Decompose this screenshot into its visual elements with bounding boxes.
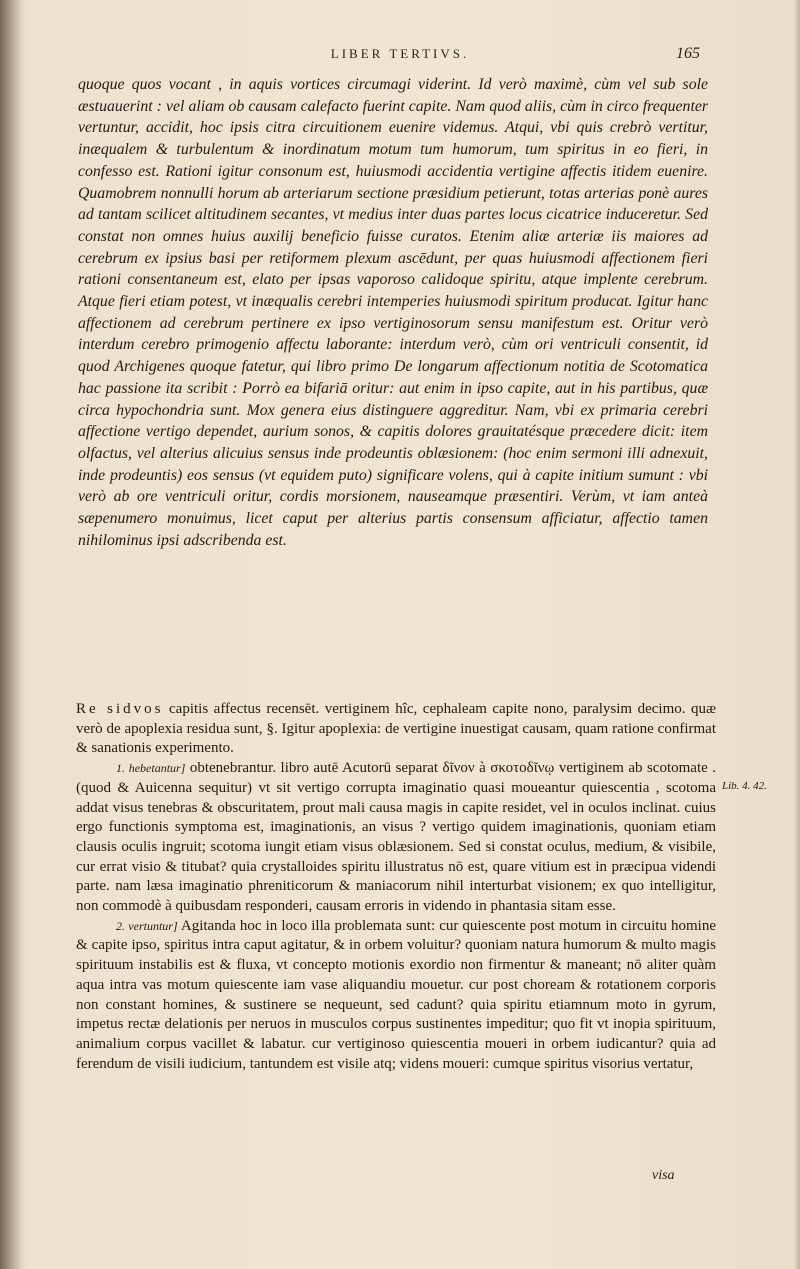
main-text-italic	[78, 74, 708, 551]
residuos-paragraph	[76, 700, 716, 759]
note-2-lemma: 2. vertuntur]	[116, 918, 178, 933]
note-2-text: Agitanda hoc in loco illa problemata sunt: cur quiescente post motum in circuitu homine & capite ipso, spiritus intra caput agitatur, & in orbem voluitur? quoniam natura humorum & multo magis spirituum instabilis est & fluxa, vt concepto motionis exordio non firmentur & maneant; nō aliter quàm aqua intra vas motum quiescente iam vase aliquandiu mouetur. cur post choream & rotationem corporis non constant homines, & sustinere se nequeunt, sed cadunt? quia spiritu etiamnum moto in gyrum, impetus rectæ delationis per neruos in musculos corpus sustinentes impeditur; quo fit vt inopia spirituum, animalium corpus vacillet & labatur. cur vertiginoso quiescentia moueri in orbem iudicantur? quia ad ferendum de visili iudicium, tantundem est visile atq; videns moueri: cumque spiritus visorius vertatur,	[76, 917, 716, 1072]
residuos-word: Re sidvos	[76, 701, 164, 717]
note-2	[76, 917, 716, 1075]
running-head: LIBER TERTIVS.	[330, 46, 470, 61]
marginal-reference: Lib. 4. 42.	[722, 780, 767, 792]
page-edge	[794, 0, 800, 1269]
italic-paragraph: quoque quos vocant , in aquis vortices circumagi viderint. Id verò maximè, cùm vel sub sole æstuauerint : vel aliam ob causam calefacto fuerint capite. Nam quod aliis, cùm in circo frequenter vertuntur, accidit, hoc ipsis citra circuitionem euenire videmus. Atqui, vbi quis crebrò vertitur, inæqualem & turbulentum & inordinatum motum tum humorum, tum spiritus in eo fieri, in confesso est. Rationi igitur consonum est, huiusmodi accidentia vertigine affectis itidem euenire. Quamobrem nonnulli horum ab arteriarum sectione præsidium petierunt, totas arterias ponè aures ad tantam scilicet altitudinem secantes, vt medius inter duas partes locus cicatrice induceretur. Sed constat non omnes huius auxilij beneficio fuisse curatos. Etenim aliæ arteriæ iis maiores ad cerebrum ex ipsius basi per retiformem plexum ascēdunt, per quas huiusmodi affectionem fieri rationi consentaneum est, elato per ipsas vaporoso calidoque spiritu, atque implente cerebrum. Atque fieri etiam potest, vt inæqualis cerebri intemperies huiusmodi spiritum producat. Igitur hanc affectionem ad cerebrum pertinere ex ipso vertiginosorum sensu manifestum est. Oritur verò interdum cerebro primogenio affectu laborante: interdum verò, cùm ori ventriculi consentit, id quod Archigenes quoque fatetur, qui libro primo De longarum affectionum notitia de Scotomatica hac passione ita scribit : Porrò ea bifariā oritur: aut enim in ipso capite, aut in his partibus, quæ circa hypochondria sunt. Mox genera eius distinguere aggreditur. Nam, vbi ex primaria cerebri affectione vertigo dependet, aurium sonos, & capitis dolores grauitatésque præcedere dicit: item olfactus, vel alterius alicuius sensus inde prodeuntis oblæsionem: (hoc enim sermoni illi adnexuit, inde prodeuntis) eos sensus (vt equidem puto) significare volens, qui à capite initium sumunt : vbi verò ab ore ventriculi oritur, cordis morsionem, nauseamque præsentiri. Verùm, vt iam anteà sæpenumero monuimus, licet caput per alterius partis consensum afficiatur, affectio tamen nihilominus ipsi adscribenda est.	[78, 76, 708, 549]
note-1	[76, 759, 716, 917]
note-1-lemma: 1. hebetantur]	[116, 761, 186, 776]
annotations-block	[76, 700, 716, 1074]
residuos-text: capitis affectus recensēt. vertiginem hîc, cephaleam capite nono, paralysim decimo. quæ verò de apoplexia residua sunt, §. Igitur apoplexia: de vertigine inuestigat causam, quam ratione confirmat & sanationis experimento.	[76, 701, 716, 757]
page-number: 165	[676, 45, 700, 62]
gutter-shadow	[0, 0, 22, 1269]
catchword: visa	[652, 1168, 675, 1183]
note-1-text: obtenebrantur. libro autē Acutorū separat δῖνον à σκοτοδῖνῳ vertiginem ab scotomate . (quod & Auicenna sequitur) vt sit vertigo corrupta imaginatio quasi moueantur quiescentia , scotoma addat visus tenebras & obscuritatem, prout mali causa magis in capite residet, vel in oculos inclinat. cuius ergo functionis symptoma est, imaginationis, an visus ? vertigo quidem imaginationis, quoniam etiam clausis oculis ingruit; scotoma iungit etiam visus oblæsionem. Sed si constat oculus, medium, & visibile, cur errat visio & titubat? quia crystalloides spiritu illustratus nō est, quare vitium est in præcipua videndi parte. nam læsa imaginatio phreniticorum & maniacorum nihil interturbat visionem; ex quo intelligitur, non commodè à quibusdam responderi, causam erroris in videndo in phantasia sitam esse.	[76, 760, 716, 915]
